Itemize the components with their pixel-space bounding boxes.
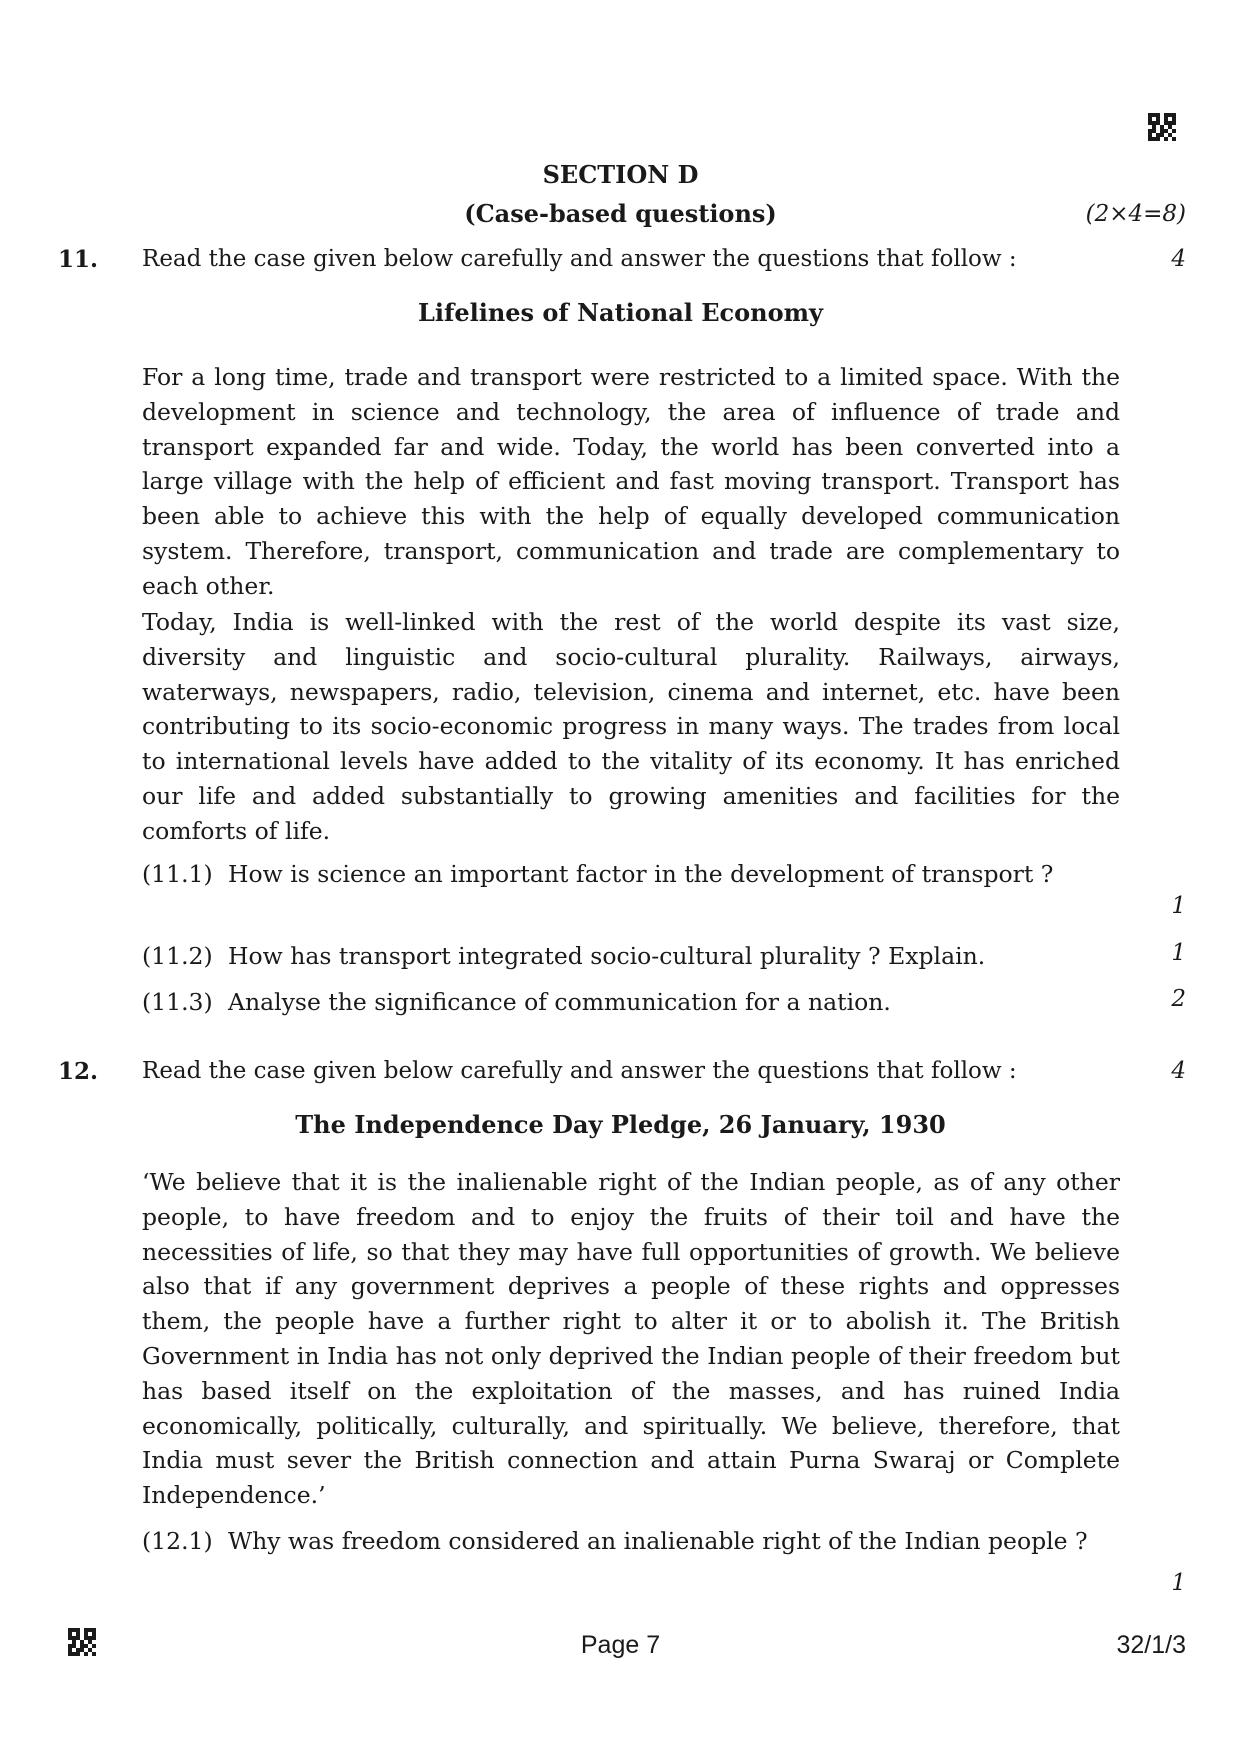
question-instruction-12: Read the case given below carefully and answer the questions that follow : — [142, 1058, 1017, 1084]
page-number: Page 7 — [580, 1631, 661, 1659]
question-number-11: 11. — [58, 246, 99, 273]
question-instruction-11: Read the case given below carefully and answer the questions that follow : — [142, 246, 1017, 272]
case-paragraph: ‘We believe that it is the inalienable right of the Indian people, as of any other people, to have freedom and to enjoy the fruits of their toil and have the necessities of life, so that they may have full opportunities of growth. We believe also that if any government deprives a people of these rights and oppresses them, the people have a further right to alter it or to abolish it. The British Government in India has not only deprived the Indian people of their freedom but has based itself on the exploitation of the masses, and has ruined India economically, politically, culturally, and spiritually. We believe, therefore, that India must sever the British connection and attain Purna Swaraj or Complete Independence.’ — [142, 1168, 1120, 1510]
subquestion-11-3 — [142, 985, 1120, 1019]
case-paragraph: Today, India is well-linked with the rest of the world despite its vast size, diversity and linguistic and socio-cultural plurality. Railways, airways, waterways, newspapers, radio, television, cinema and internet, etc. have been contributing to its socio-economic progress in many ways. The trades from local to international levels have added to the vitality of its economy. It has enriched our life and added substantially to growing amenities and facilities for the comforts of life. — [142, 608, 1120, 845]
qr-code-icon — [1148, 113, 1176, 141]
subquestion-number: (11.1) — [142, 860, 213, 888]
subquestion-marks: 1 — [1171, 940, 1186, 966]
section-marks: (2×4=8) — [1085, 201, 1186, 227]
section-title: SECTION D — [542, 160, 699, 189]
subquestion-11-1 — [142, 857, 1120, 891]
subquestion-number: (11.2) — [142, 942, 213, 970]
subquestion-marks: 2 — [1171, 986, 1186, 1012]
subquestion-number: (11.3) — [142, 988, 213, 1016]
case-title-12: The Independence Day Pledge, 26 January, 1930 — [295, 1110, 946, 1139]
question-number-12: 12. — [58, 1058, 99, 1085]
question-marks-12: 4 — [1171, 1058, 1186, 1084]
subquestion-12-1 — [142, 1520, 1120, 1562]
case-paragraph: For a long time, trade and transport were restricted to a limited space. With the development in science and technology, the area of influence of trade and transport expanded far and wide. Today, the world has been converted into a large village with the help of efficient and fast moving transport. Transport has been able to achieve this with the help of equally developed communication system. Therefore, transport, communication and trade are complementary to each other. — [142, 363, 1120, 600]
section-subtitle: (Case-based questions) — [464, 199, 777, 228]
case-title-11: Lifelines of National Economy — [418, 298, 823, 327]
subquestion-text: How has transport integrated socio-cultural plurality ? Explain. — [228, 942, 986, 970]
subquestion-marks: 1 — [1171, 1570, 1186, 1596]
paper-code: 32/1/3 — [1116, 1631, 1186, 1659]
subquestion-11-2 — [142, 939, 1120, 973]
subquestion-number: (12.1) — [142, 1527, 213, 1555]
subquestion-text: Analyse the significance of communication for a nation. — [228, 988, 891, 1016]
subquestion-text: Why was freedom considered an inalienable right of the Indian people ? — [228, 1527, 1088, 1555]
subquestion-marks: 1 — [1171, 893, 1186, 919]
subquestion-text: How is science an important factor in the development of transport ? — [228, 860, 1054, 888]
question-marks-11: 4 — [1171, 246, 1186, 272]
